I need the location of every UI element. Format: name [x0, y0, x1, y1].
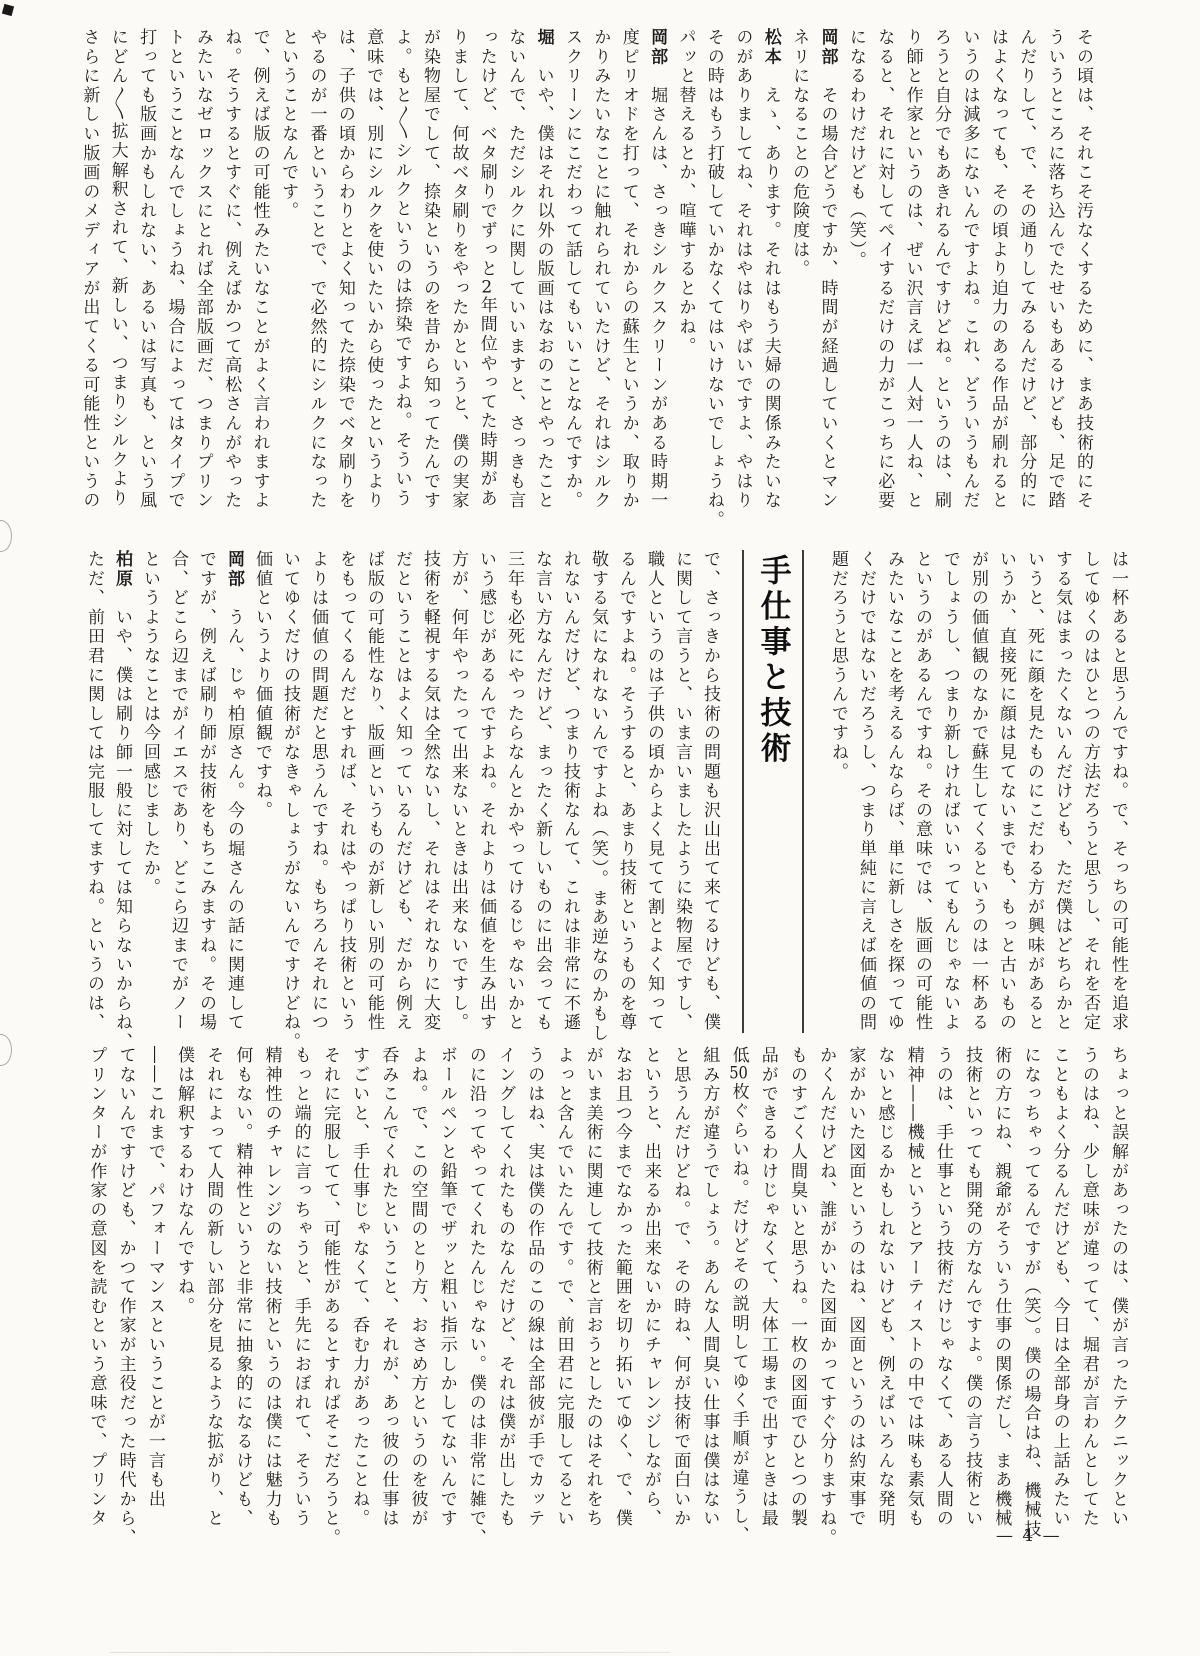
scan-corner-artifact — [2, 4, 14, 16]
text-column: 敬する気になれないんですよね（笑）。まあ逆なのかもし — [588, 550, 608, 1044]
text-column: 品ができるわけじゃなくて、大体工場まで出すときは最 — [757, 1046, 778, 1529]
text-column: いうと、死に顔を見たものにこだわる方が興味があると — [1024, 550, 1044, 1033]
text-column: のに沿ってやってくれたんじゃない。僕のは非常に雑で、 — [465, 1046, 486, 1548]
text-column: よっと含んでいたんです。で、前田君に完服してるとい — [553, 1046, 574, 1529]
text-column: 精神性のチャレンジのない技術というのは僕には魅力も — [261, 1046, 282, 1529]
text-column: 価値というより価値観ですね。 — [252, 550, 272, 821]
text-column: みたいなことを考えるんならば、単に新しさを探ってゆ — [884, 550, 904, 1033]
text-column: 岡部 その場合どうですか、時間が経過していくとマン — [817, 28, 838, 511]
text-column: ろうと自分でもあきれるんですけどね。というのは、刷 — [931, 28, 952, 511]
text-column: イングしてくれたものなんだけど、それは僕が出したも — [495, 1046, 516, 1529]
text-column: うのはね、少し意味が違ってて、堀君が言わんとしてた — [1078, 1046, 1099, 1529]
text-column: 柏原 いや、僕は刷り師一般に対しては知らないからね、 — [112, 550, 132, 1052]
text-column: が染物屋でして、捺染というのを昔から知ってたんです — [420, 28, 441, 511]
text-column: 堀 いや、僕はそれ以外の版画はなおのことやったこと — [533, 28, 554, 511]
text-column: よりは価値の問題だと思うんですね。もちろんそれにつ — [308, 550, 328, 1033]
text-column: んだりして、で、その通りしてみるんだけど、部分的に — [1016, 28, 1037, 511]
text-column: ば版の可能性なり、版画というものが新しい別の可能性 — [364, 550, 384, 1033]
text-column: はよくなっても、その頃より迫力のある作品が刷れると — [987, 28, 1008, 511]
speaker-name: 岡部 — [647, 28, 668, 67]
text-column: は一杯あると思うんですね。で、そっちの可能性を追求 — [1108, 550, 1128, 1033]
inline-digits: 50 — [729, 1065, 748, 1083]
text-column: よね。で、この空間のとり方、おさめ方というのを彼が — [407, 1046, 428, 1529]
text-column: ネリになることの危険度は。 — [789, 28, 810, 279]
text-column: になっちゃってるんですが（笑）。僕の場合はね、機械技 — [1020, 1046, 1041, 1540]
text-column: プリンターが作家の意図を読むという意味で、プリンタ — [86, 1046, 107, 1529]
text-column: 意味では、別にシルクを使いたいから使ったというより — [363, 28, 384, 511]
text-column: してゆくのはひとつの方法だろうと思うし、それを否定 — [1080, 550, 1100, 1033]
text-column: というのがあるんですね。その意味では、版画の可能性 — [912, 550, 932, 1033]
text-column: 題だろうと思うんですね。 — [828, 550, 848, 782]
text-column: にどん〳〵拡大解釈されて、新しい、つまりシルクより — [107, 28, 128, 509]
text-column: ただ、前田君に関しては完服してますね。というのは、 — [84, 550, 104, 1033]
text-column: パッと替えるとか、喧嘩するとかね。 — [675, 28, 696, 357]
speaker-name: 岡部 — [817, 28, 838, 67]
text-column: いうのは減多にないんですよね。これ、どういうもんだ — [959, 28, 980, 511]
speaker-name: 柏原 — [112, 550, 132, 589]
text-column: なお且つ今までなかった範囲を切り拓いてゆく、で、僕 — [611, 1046, 632, 1529]
text-column: 技術を軽視する気は全然ないし、それはそれなりに大変 — [420, 550, 440, 1033]
text-column: のがありましてね、それはやはりやばいですよ、やはり — [732, 28, 753, 511]
inline-digits: 2 — [481, 278, 493, 296]
text-column: と思うんだけどね。で、その時ね、何が技術で面白いか — [670, 1046, 691, 1529]
text-column: 呑みこんでくれたということ、それが、あっ彼の仕事は — [378, 1046, 399, 1529]
text-band-middle — [74, 550, 1128, 1052]
text-column: ですが、例えば刷り師が技術をもちこみますね。その場 — [196, 550, 216, 1033]
text-column: 低50枚ぐらいね。だけどその説明してゆく手順が違うし、 — [728, 1046, 749, 1546]
text-column: 精神――機械というとアーティストの中では味も素気も — [903, 1046, 924, 1529]
text-column: それによって人間の新しい部分を見るような拡がり、と — [203, 1046, 224, 1529]
text-column: ちょっと誤解があったのは、僕が言ったテクニックとい — [1108, 1046, 1128, 1529]
text-column: で、例えば版の可能性みたいなことがよく言われますよ — [249, 28, 270, 511]
text-column: こともよく分るんだけども、今日は全部身の上話みたい — [1049, 1046, 1070, 1529]
text-column: 度ピリオドを打って、それからの蘇生というか、取りか — [618, 28, 639, 511]
text-column: よ。もと〳〵シルクというのは捺染ですよね。そういう — [391, 28, 412, 509]
text-column: れないんだけど、つまり技術なんて、これは非常に不遜 — [560, 550, 580, 1033]
text-column: する気はまったくないんだけども、ただ僕はどちらかと — [1052, 550, 1072, 1033]
text-column: 職人というのは子供の頃からよく見てて割とよく知って — [644, 550, 664, 1033]
text-column: さらに新しい版画のメディアが出てくる可能性というの — [79, 28, 100, 511]
text-column: それに完服してて、可能性があるとすればそこだろうと。 — [319, 1046, 340, 1548]
text-column: くだけではないだろうし、つまり単純に言えば価値の問 — [856, 550, 876, 1033]
text-column: に関して言うと、いま言いましたように染物屋ですし、 — [672, 550, 692, 1033]
text-column: 岡部 堀さんは、さっきシルクスクリーンがある時期一 — [647, 28, 668, 511]
text-column: ういうところに落ち込んでたせいもあるけども、足で踏 — [1044, 28, 1065, 511]
text-column: ということなんです。 — [278, 28, 299, 221]
text-column: 打っても版画かもしれない、あるいは写真も、という風 — [136, 28, 157, 511]
text-column: というと、出来るか出来ないかにチャレンジしながら、 — [641, 1046, 661, 1529]
scan-noise-line — [110, 1652, 670, 1653]
speaker-name: 岡部 — [224, 550, 244, 589]
section-title: 手仕事と技術 — [754, 554, 791, 767]
text-column: でしょうし、つまり新しければいいってもんじゃないよ — [940, 550, 960, 1033]
text-column: うのは、手仕事という技術だけじゃなくて、ある人間の — [932, 1046, 953, 1529]
section-title-block — [718, 550, 818, 1033]
text-column: ボールペンと鉛筆でザッと粗い指示しかしてないんです — [436, 1046, 457, 1529]
page-number: — 4 — — [996, 1526, 1062, 1546]
text-column: 合、どこら辺までがイエスであり、どこら辺までがノー — [168, 550, 188, 1033]
text-column: かりみたいなことに触れられていたけど、それはシルク — [590, 28, 611, 511]
text-column: すごいと、手仕事じゃなくて、呑む力があったことね。 — [349, 1046, 370, 1529]
text-column: かくんだけどね、誰がかいた図面かってすぐ分りますね。 — [816, 1046, 837, 1548]
text-column: ったけど、ベタ刷りでずっと2年間位やってた時期があ — [476, 28, 497, 509]
text-column: り師と作家というのは、ぜい沢言えば一人対一人ね、と — [902, 28, 923, 511]
text-column: うのはね、実は僕の作品のこの線は全部彼が手でカッテ — [524, 1046, 545, 1529]
text-column: てないんですけども、かつて作家が主役だった時代から、 — [115, 1046, 136, 1548]
text-column: で、さっきから技術の問題も沢山出て来てるけども、僕 — [700, 550, 720, 1033]
text-column: 方が、何年やったって出来ないときは出来ないですし。 — [448, 550, 468, 1033]
text-column: なると、それに対してペイするだけの力がこっちに必要 — [874, 28, 895, 511]
text-column: 何もない。精神性というと非常に抽象的になるけども、 — [232, 1046, 253, 1529]
text-column: トということなんでしょうね、場合によってはタイプで — [164, 28, 185, 511]
text-column: ものすごく人間臭いと思うね。一枚の図面でひとつの製 — [786, 1046, 807, 1529]
text-band-bottom — [72, 1046, 1128, 1548]
speaker-name: 堀 — [533, 28, 554, 48]
text-column: スクリーンにこだわって話してもいいことなんですか。 — [561, 28, 582, 511]
text-column: な言い方なんだけど、まったく新しいものに出会っても — [532, 550, 552, 1033]
text-column: 術の方にね、親爺がそういう仕事の関係だし、まあ機械 — [991, 1046, 1012, 1529]
text-column: だということはよく知っているんだけども、だから例え — [392, 550, 412, 1033]
text-column: ないんで、ただシルクに関していいますと、さっきも言 — [505, 28, 526, 511]
punch-hole-mark — [0, 520, 12, 552]
text-column: もっと端的に言っちゃうと、手先におぼれて、そういう — [290, 1046, 311, 1529]
title-rule — [742, 550, 744, 1033]
text-column: やるのが一番ということで、で必然的にシルクになった — [306, 28, 327, 511]
text-column: いう感じがあるんですよね。それよりは価値を生み出す — [476, 550, 496, 1033]
text-column: 松本 えゝ、あります。それはもう夫婦の関係みたいな — [760, 28, 781, 511]
text-column: ないと感じるかもしれないけども、例えばいろんな発明 — [874, 1046, 895, 1529]
text-band-top — [70, 28, 1093, 530]
text-column: りまして、何故ベタ刷りをやったかというと、僕の実家 — [448, 28, 469, 511]
text-column: その時はもう打破していかなくてはいけないでしょうね。 — [703, 28, 724, 530]
text-column: その頃は、それこそ汚なくするために、まあ技術的にそ — [1073, 28, 1093, 511]
text-column: 僕は解釈するわけなんですね。 — [174, 1046, 194, 1317]
text-column: というようなことは今回感じましたか。 — [140, 550, 160, 898]
text-column: ――これまで、パフォーマンスということが一言も出 — [144, 1046, 165, 1510]
text-column: ね。そうするとすぐに、例えばかつて高松さんがやった — [221, 28, 242, 511]
text-column: が別の価値観のなかで蘇生してくるというのは一杯ある — [968, 550, 988, 1033]
text-column: いてゆくだけの技術がなきゃしょうがないんですけどね。 — [280, 550, 300, 1052]
speaker-name: 松本 — [760, 28, 781, 67]
text-column: 技術といっても開発の方なんですよ。僕の言う技術とい — [962, 1046, 983, 1529]
punch-hole-mark — [0, 1034, 12, 1066]
title-rule — [802, 550, 804, 1033]
text-column: みたいなゼロックスにとれば全部版画だ、つまりプリン — [192, 28, 213, 511]
text-column: 三年も必死にやったらなんとかやってけるじゃないかと — [504, 550, 524, 1033]
text-column: をもってくるんだとすれば、それはやっぱり技術という — [336, 550, 356, 1033]
text-column: 家がかいた図面というのはね、図面というのは約束事で — [845, 1046, 866, 1529]
text-column: 岡部 うん、じゃ柏原さん。今の堀さんの話に関連して — [224, 550, 244, 1033]
text-column: 組み方が違うでしょう。あんな人間臭い仕事は僕はない — [699, 1046, 720, 1529]
text-column: いうか、直接死に顔は見てないまでも、もっと古いもの — [996, 550, 1016, 1033]
text-column: は、子供の頃からわりとよく知ってた捺染でベタ刷りを — [334, 28, 355, 511]
text-column: になるわけだけども（笑）。 — [845, 28, 866, 271]
text-column: るんですよね。そうすると、あまり技術というものを尊 — [616, 550, 636, 1033]
text-column: がいま美術に関連して技術と言おうとしたのはそれをち — [582, 1046, 603, 1529]
